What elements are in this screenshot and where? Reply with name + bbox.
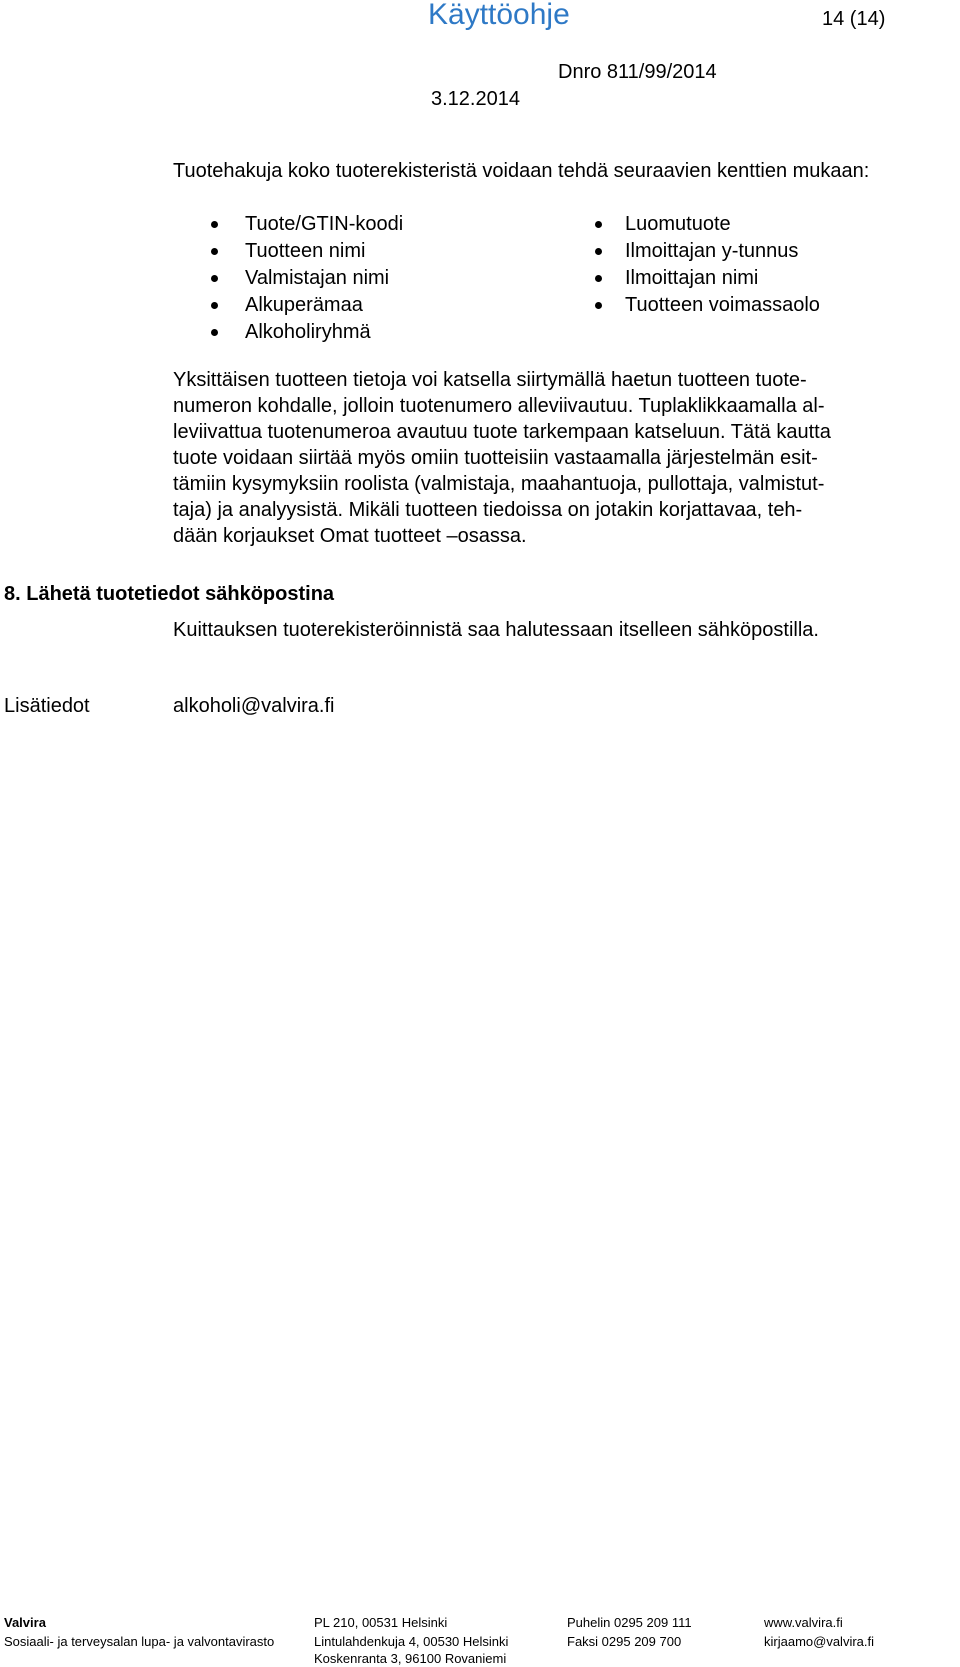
section-heading: 8. Lähetä tuotetiedot sähköpostina xyxy=(4,583,335,605)
footer-address: PL 210, 00531 Helsinki xyxy=(314,1615,448,1630)
bullet-icon xyxy=(211,302,218,309)
paragraph-line: numeron kohdalle, jolloin tuotenumero alleviivautuu. Tuplaklikkaamalla al- xyxy=(173,395,825,417)
list-item: Luomutuote xyxy=(625,211,820,238)
footer-website: www.valvira.fi xyxy=(764,1615,843,1630)
list-item: Tuote/GTIN-koodi xyxy=(245,211,403,238)
paragraph-line: dään korjaukset Omat tuotteet –osassa. xyxy=(173,525,527,547)
footer-phone: Puhelin 0295 209 111 xyxy=(567,1615,692,1630)
footer-address: Lintulahdenkuja 4, 00530 Helsinki xyxy=(314,1634,509,1649)
bullet-icon xyxy=(211,248,218,255)
bullet-icon xyxy=(595,275,602,282)
list-item: Ilmoittajan nimi xyxy=(625,265,820,292)
paragraph-line: leviivattua tuotenumeroa avautuu tuote tarkempaan katseluun. Tätä kautta xyxy=(173,421,831,443)
bullet-icon xyxy=(595,221,602,228)
paragraph-line: tämiin kysymyksiin roolista (valmistaja, maahantuoja, pullottaja, valmistut- xyxy=(173,473,825,495)
contact-email: alkoholi@valvira.fi xyxy=(173,695,335,717)
footer-fax: Faksi 0295 209 700 xyxy=(567,1634,682,1649)
search-fields-left xyxy=(245,211,403,346)
footer-org-desc: Sosiaali- ja terveysalan lupa- ja valvontavirasto xyxy=(4,1634,275,1649)
bullet-icon xyxy=(595,302,602,309)
paragraph-line: taja) ja analyysistä. Mikäli tuotteen tiedoissa on jotakin korjattavaa, teh- xyxy=(173,499,803,521)
list-item: Tuotteen voimassaolo xyxy=(625,292,820,319)
list-item: Alkoholiryhmä xyxy=(245,319,403,346)
bullet-icon xyxy=(595,248,602,255)
paragraph-line: Yksittäisen tuotteen tietoja voi katsella siirtymällä haetun tuotteen tuote- xyxy=(173,369,807,391)
bullet-icon xyxy=(211,221,218,228)
document-date: 3.12.2014 xyxy=(431,88,520,110)
bullet-icon xyxy=(211,275,218,282)
list-item: Tuotteen nimi xyxy=(245,238,403,265)
page-number: 14 (14) xyxy=(822,8,886,30)
list-item: Alkuperämaa xyxy=(245,292,403,319)
footer-org-name: Valvira xyxy=(4,1615,46,1630)
info-label: Lisätiedot xyxy=(4,695,90,717)
search-fields-right xyxy=(625,211,820,319)
list-item: Valmistajan nimi xyxy=(245,265,403,292)
intro-text: Tuotehakuja koko tuoterekisteristä voidaan tehdä seuraavien kenttien mukaan: xyxy=(173,160,870,182)
bullet-icon xyxy=(211,329,218,336)
document-reference: Dnro 811/99/2014 xyxy=(558,61,717,83)
section-text: Kuittauksen tuoterekisteröinnistä saa halutessaan itselleen sähköpostilla. xyxy=(173,619,819,641)
footer-email: kirjaamo@valvira.fi xyxy=(764,1634,874,1649)
footer-address: Koskenranta 3, 96100 Rovaniemi xyxy=(314,1651,507,1666)
paragraph-line: tuote voidaan siirtää myös omiin tuotteisiin vastaamalla järjestelmän esit- xyxy=(173,447,818,469)
document-title: Käyttöohje xyxy=(428,0,570,31)
list-item: Ilmoittajan y-tunnus xyxy=(625,238,820,265)
